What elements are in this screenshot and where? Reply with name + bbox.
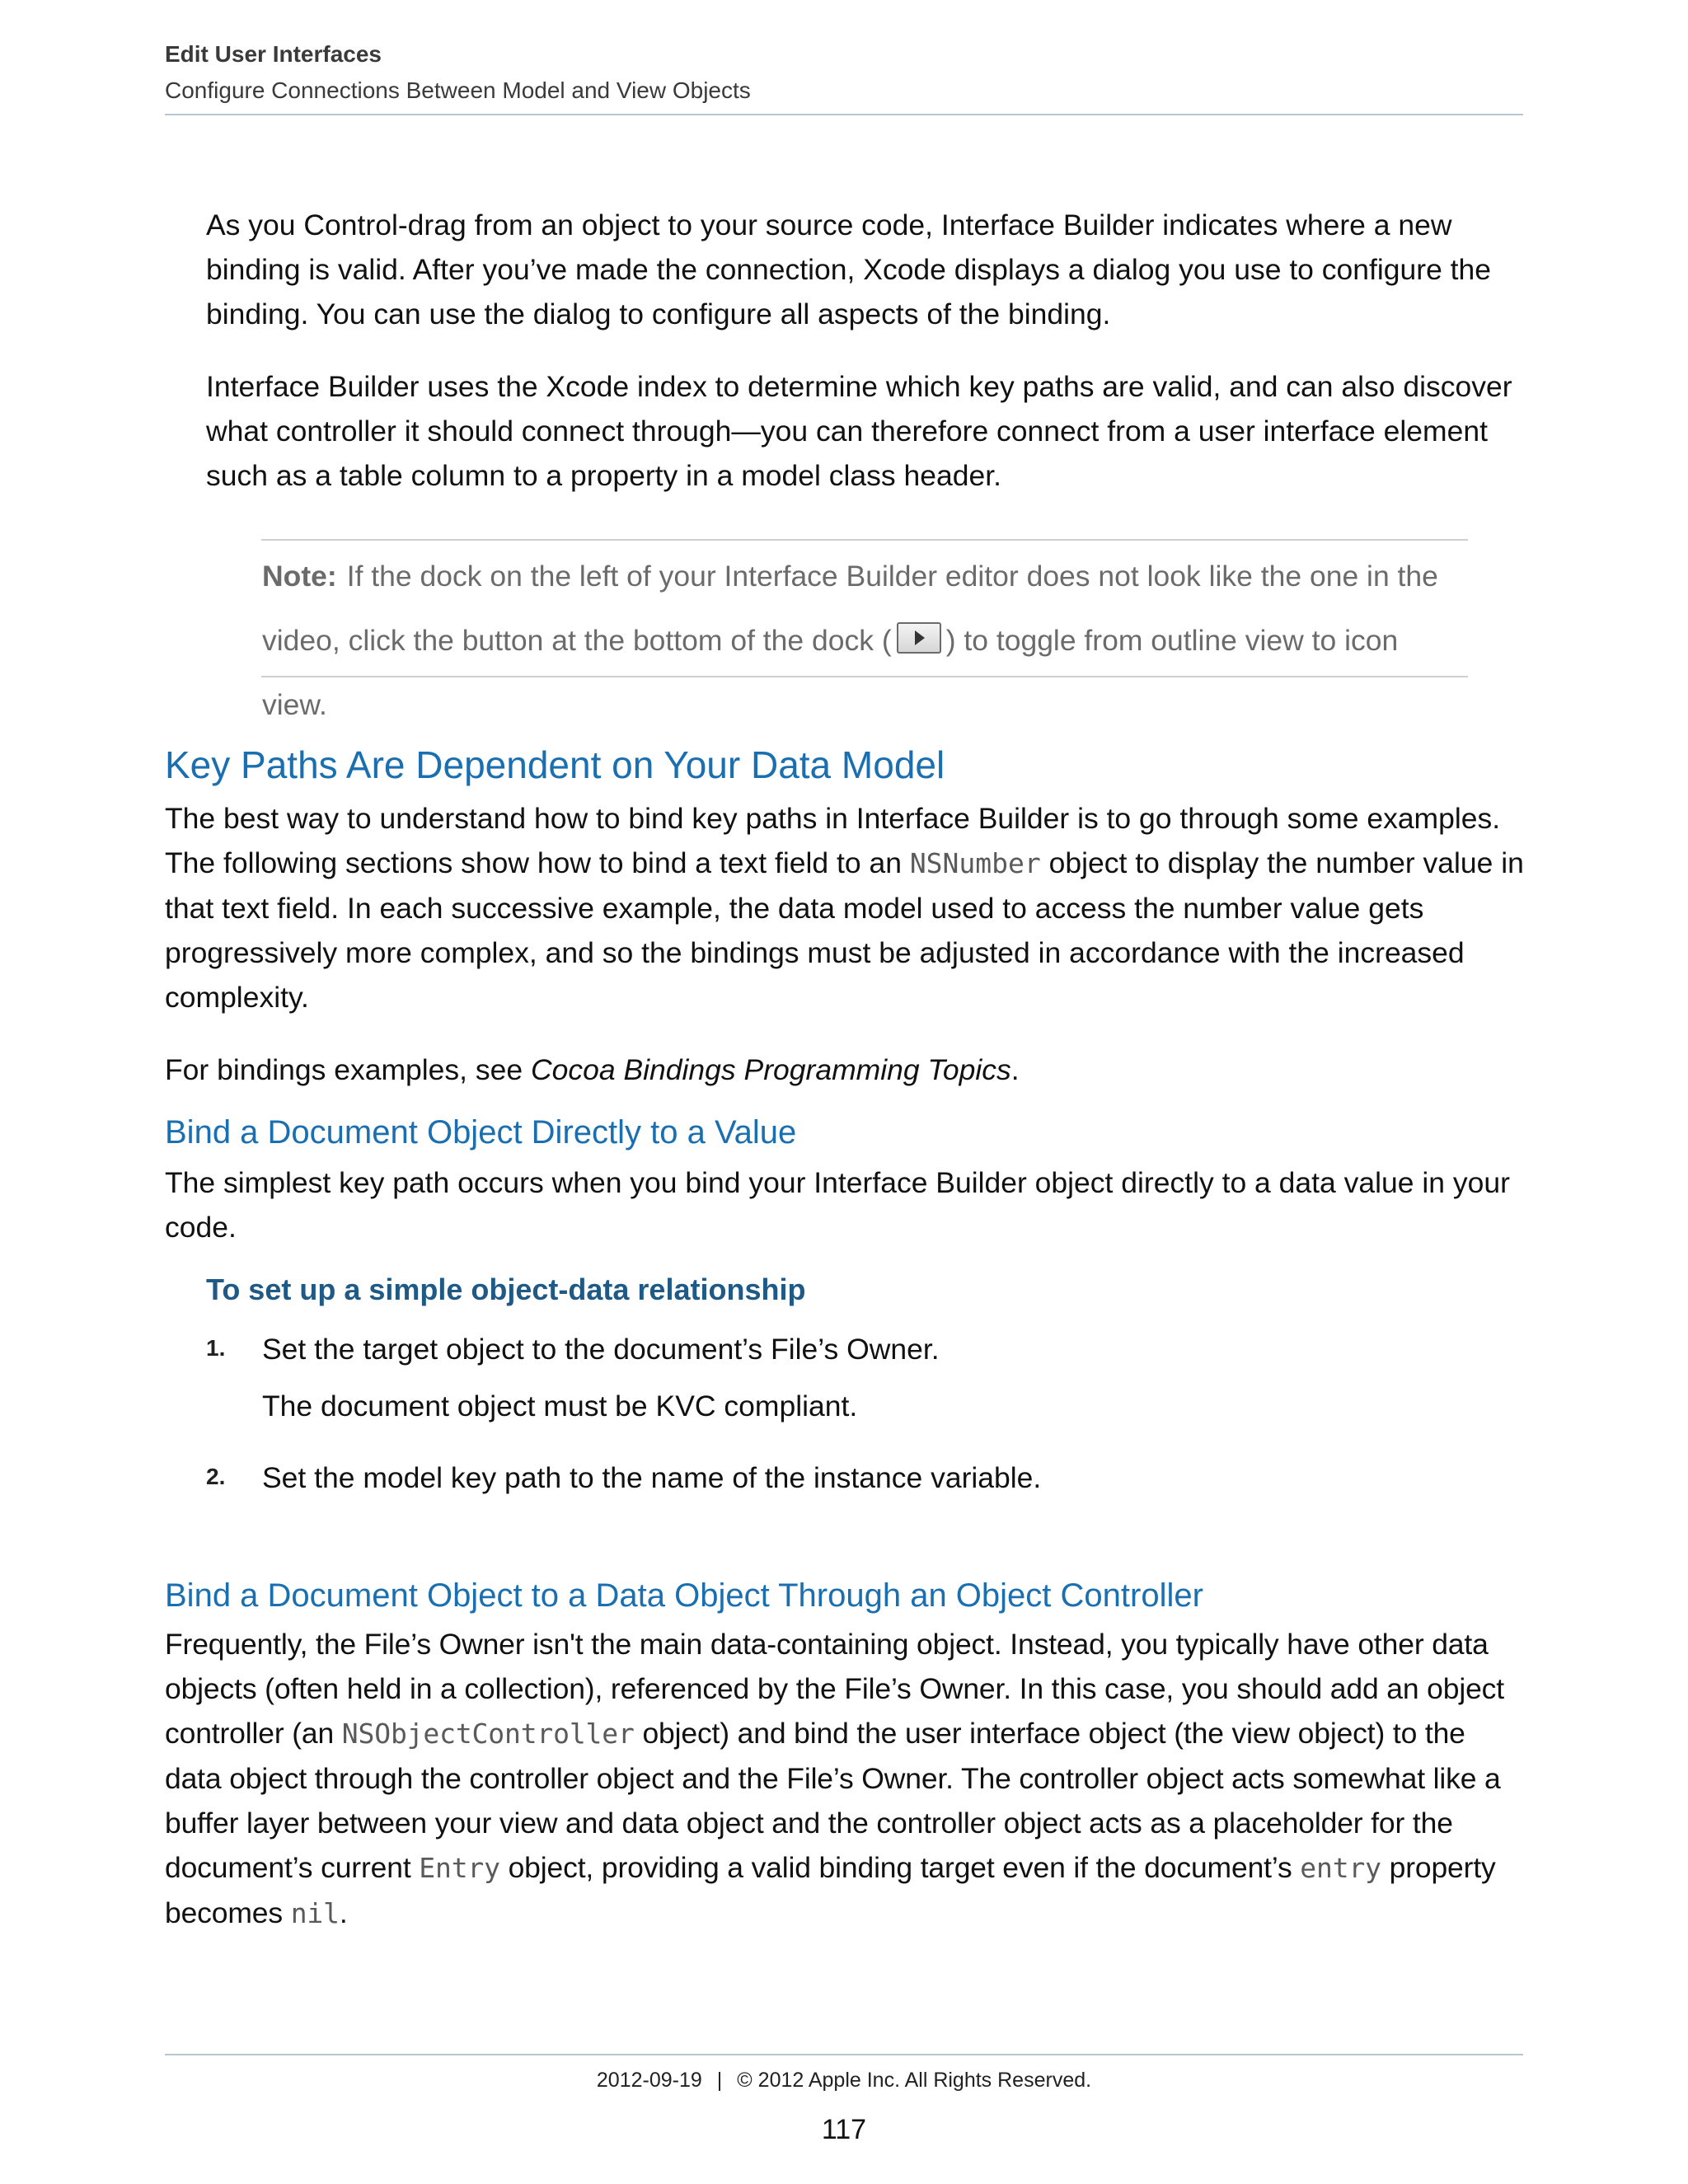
bindings-reference-paragraph [165, 1047, 1525, 1092]
intro-paragraph-1: As you Control-drag from an object to your source code, Interface Builder indicates where a new binding is valid. After you’ve made the connection, Xcode displays a dialog you use to configure the binding. You can use the dialog to configure all aspects of the binding. [206, 209, 1492, 330]
reference-link[interactable]: Cocoa Bindings Programming Topics [531, 1053, 1011, 1086]
note-box [262, 544, 1469, 737]
intro-paragraph-2: Interface Builder uses the Xcode index to determine which key paths are valid, and can also discover what controller it should connect through—you can therefore connect from a user interface element such as a table column to a property in a model class header. [206, 370, 1512, 492]
code-nsnumber: NSNumber [909, 847, 1041, 879]
paragraph-text: The best way to understand how to bind key paths in Interface Builder is to go through some examples. The following sections show how to bind a text field to an [165, 802, 1501, 879]
note-text-after: ) to toggle from outline view to icon view. [262, 624, 1399, 721]
paragraph-text: property becomes [165, 1851, 1496, 1929]
footer-copyright: © 2012 Apple Inc. All Rights Reserved. [737, 2069, 1092, 2092]
subsection-paragraph [165, 1622, 1525, 1936]
paragraph-text: For bindings examples, see [165, 1053, 523, 1086]
header-divider [165, 114, 1523, 115]
note-bottom-divider [261, 676, 1468, 677]
step-text: Set the target object to the document’s File’s Owner. [262, 1333, 940, 1366]
step-detail: The document object must be KVC compliant. [262, 1390, 858, 1422]
footer-line [0, 2065, 1688, 2095]
section-object-controller [165, 1572, 1525, 1936]
code-entry-property: entry [1300, 1852, 1381, 1884]
section-bind-directly [165, 1109, 1533, 1249]
footer-divider [165, 2054, 1523, 2055]
paragraph-text: . [339, 1896, 348, 1929]
running-header [165, 38, 1523, 107]
header-title: Edit User Interfaces [165, 41, 382, 67]
paragraph-text: object, providing a valid binding target even if the document’s [508, 1851, 1292, 1884]
step-text: Set the model key path to the name of the instance variable. [262, 1461, 1042, 1494]
page-footer [0, 2065, 1688, 2148]
footer-date: 2012-09-19 [596, 2069, 702, 2092]
code-nil: nil [290, 1897, 340, 1929]
subsection-heading: Bind a Document Object Directly to a Value [165, 1114, 797, 1151]
section-paragraph [165, 796, 1525, 1019]
page-number: 117 [821, 2114, 867, 2145]
section-key-paths [165, 740, 1525, 1092]
outline-toggle-icon [897, 622, 941, 654]
step-number: 2. [206, 1464, 226, 1489]
paragraph-text: . [1010, 1053, 1020, 1086]
code-entry-class: Entry [419, 1852, 500, 1884]
subsection-heading: Bind a Document Object to a Data Object Through an Object Controller [165, 1577, 1203, 1614]
note-text [262, 544, 1469, 737]
header-subtitle: Configure Connections Between Model and View Objects [165, 77, 751, 103]
task-heading: To set up a simple object-data relationship [206, 1272, 806, 1306]
note-label: Note: [262, 560, 337, 593]
paragraph-text: object to display the number value in that text field. In each successive example, the data model used to access the number value gets progressively more complex, and so the bindings must be adjusted in accordance with the increased complexity. [165, 846, 1524, 1014]
step-number: 1. [206, 1335, 226, 1361]
paragraph-text: object) and bind the user interface object (the view object) to the data object through the controller object and the File’s Owner. The controller object acts somewhat like a buffer layer between your view and data object and the controller object acts as a placeholder for the document’s current [165, 1717, 1501, 1884]
subsection-paragraph: The simplest key path occurs when you bind your Interface Builder object directly to a data value in your code. [165, 1166, 1510, 1244]
footer-separator: | [716, 2069, 723, 2092]
paragraph-text: Frequently, the File’s Owner isn't the main data-containing object. Instead, you typically have other data objects (often held in a collection), referenced by the File’s Owner. In this case, you should add an object controller (an [165, 1628, 1504, 1750]
note-text-before: If the dock on the left of your Interface Builder editor does not look like the one in the video, click the button at the bottom of the dock ( [262, 560, 1438, 657]
code-nsobjectcontroller: NSObjectController [341, 1718, 635, 1750]
section-heading: Key Paths Are Dependent on Your Data Model [165, 743, 945, 786]
intro-section [206, 203, 1525, 498]
note-top-divider [261, 539, 1468, 541]
